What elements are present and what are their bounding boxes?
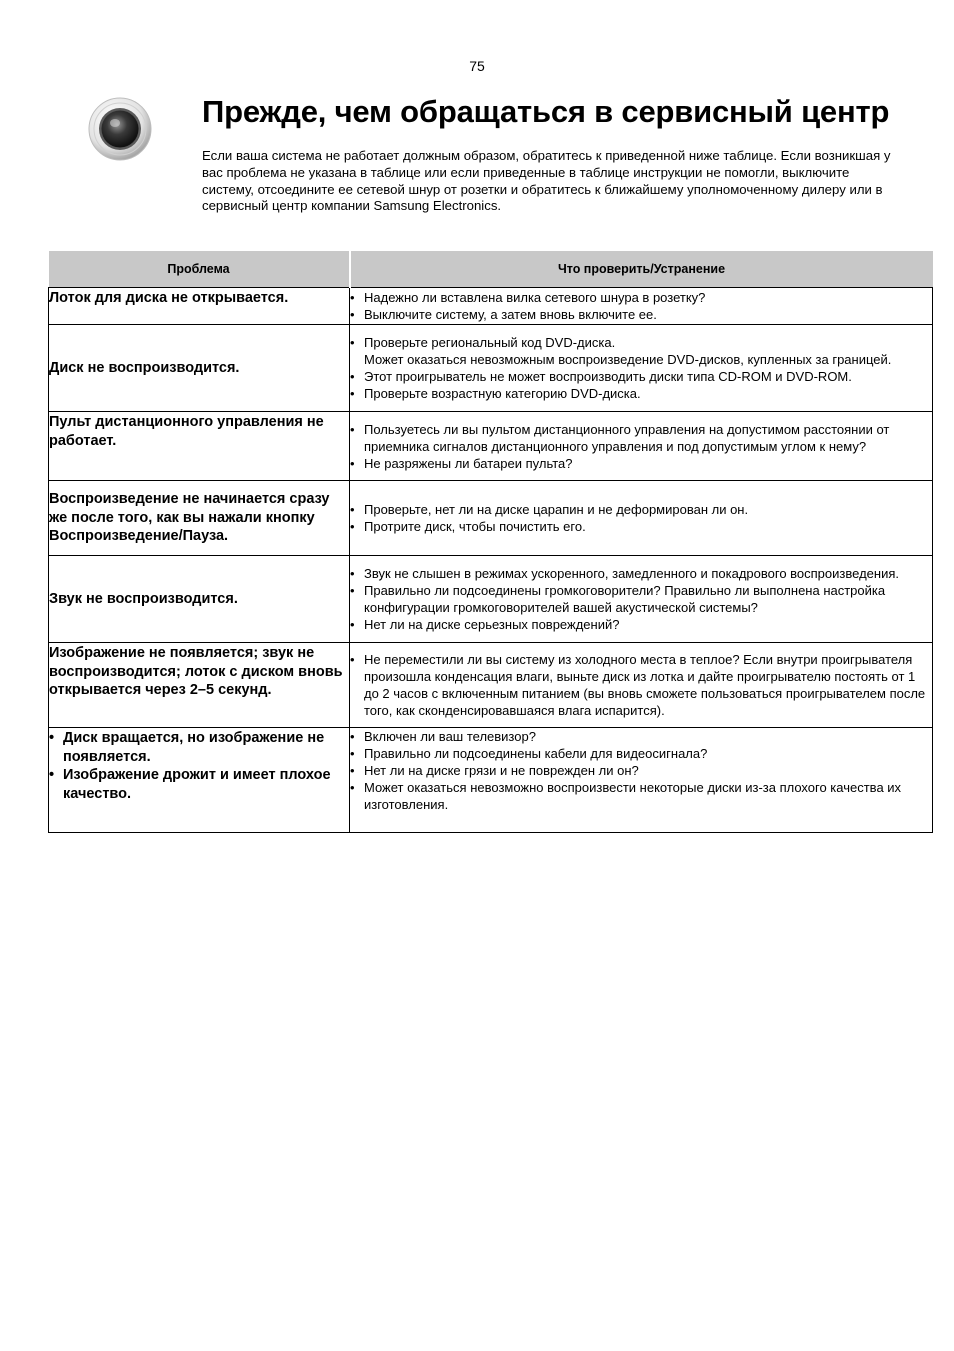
list-item bbox=[350, 334, 932, 368]
fix-cell bbox=[350, 556, 933, 643]
list-item: • Проверьте возрастную категорию DVD-диска. bbox=[350, 385, 932, 402]
list-item: • Звук не слышен в режимах ускоренного, замедленного и покадрового воспроизведения. bbox=[350, 565, 932, 582]
list-item: • Включен ли ваш телевизор? bbox=[350, 728, 932, 745]
troubleshooting-table bbox=[48, 251, 933, 833]
problem-cell: Воспроизведение не начинается сразу же после того, как вы нажали кнопку Воспроизведение/Пауза. bbox=[49, 481, 350, 556]
table-row bbox=[49, 481, 933, 556]
list-item: • Нет ли на диске грязи и не поврежден ли он? bbox=[350, 762, 932, 779]
list-item: • Не переместили ли вы систему из холодного места в теплое? Если внутри проигрывателя произошла конденсация влаги, выньте диск из лотка и дайте проигрывателю постоять от 1 до 2 часов с включенным питанием (вы вновь сможете пользоваться проигрывателем после того, как сконденсировавшаяся влага испарится). bbox=[350, 651, 932, 719]
list-item: • Может оказаться невозможно воспроизвести некоторые диски из-за плохого качества их изготовления. bbox=[350, 779, 932, 813]
table-row bbox=[49, 412, 933, 481]
list-item: • Правильно ли подсоединены кабели для видеосигнала? bbox=[350, 745, 932, 762]
intro-paragraph: Если ваша система не работает должным образом, обратитесь к приведенной ниже таблице. Если возникшая у вас проблема не указана в таблице или если приведенные в таблице инструкции не помогли, выключите систему, отсоедините ее сетевой шнур от розетки и обратитесь к ближайшему уполномоченному дилеру или в сервисный центр компании Samsung Electronics. bbox=[202, 148, 891, 214]
fix-text: • Проверьте региональный код DVD-диска. bbox=[364, 335, 616, 350]
problem-cell: Пульт дистанционного управления не работает. bbox=[49, 412, 350, 481]
list-item: • Изображение дрожит и имеет плохое качество. bbox=[49, 766, 349, 803]
speaker-logo-icon bbox=[88, 97, 152, 161]
list-item: • Протрите диск, чтобы почистить его. bbox=[350, 518, 932, 535]
table-row bbox=[49, 556, 933, 643]
fix-cell bbox=[350, 481, 933, 556]
list-item: • Не разряжены ли батареи пульта? bbox=[350, 455, 932, 472]
problem-cell: Диск не воспроизводится. bbox=[49, 325, 350, 412]
list-item: • Этот проигрыватель не может воспроизводить диски типа CD-ROM и DVD-ROM. bbox=[350, 368, 932, 385]
list-item: • Правильно ли подсоединены громкоговорители? Правильно ли выполнена настройка конфигурации громкоговорителей вашей акустической системы? bbox=[350, 582, 932, 616]
fix-cell bbox=[350, 643, 933, 728]
fix-cell bbox=[350, 412, 933, 481]
table-row bbox=[49, 325, 933, 412]
problem-cell bbox=[49, 728, 350, 833]
page-title: Прежде, чем обращаться в сервисный центр bbox=[202, 94, 890, 129]
table-row bbox=[49, 643, 933, 728]
list-item: • Выключите систему, а затем вновь включите ее. bbox=[350, 306, 932, 323]
problem-cell: Лоток для диска не открывается. bbox=[49, 288, 350, 325]
table-header-row bbox=[49, 251, 933, 288]
problem-cell: Звук не воспроизводится. bbox=[49, 556, 350, 643]
list-item: • Нет ли на диске серьезных повреждений? bbox=[350, 616, 932, 633]
column-header-fix: Что проверить/Устранение bbox=[350, 251, 933, 288]
table-row bbox=[49, 288, 933, 325]
fix-cell bbox=[350, 288, 933, 325]
fix-cell bbox=[350, 728, 933, 833]
list-item: • Диск вращается, но изображение не появляется. bbox=[49, 729, 349, 766]
fix-note: Может оказаться невозможным воспроизведение DVD-дисков, купленных за границей. bbox=[364, 352, 892, 367]
column-header-problem: Проблема bbox=[49, 251, 350, 288]
fix-cell bbox=[350, 325, 933, 412]
list-item: • Проверьте, нет ли на диске царапин и не деформирован ли он. bbox=[350, 501, 932, 518]
table-row bbox=[49, 728, 933, 833]
page-number: 75 bbox=[469, 58, 485, 74]
list-item: • Надежно ли вставлена вилка сетевого шнура в розетку? bbox=[350, 289, 932, 306]
problem-cell: Изображение не появляется; звук не воспроизводится; лоток с диском вновь открывается через 2–5 секунд. bbox=[49, 643, 350, 728]
list-item: • Пользуетесь ли вы пультом дистанционного управления на допустимом расстоянии от приемника сигналов дистанционного управления и под допустимым углом к нему? bbox=[350, 421, 932, 455]
